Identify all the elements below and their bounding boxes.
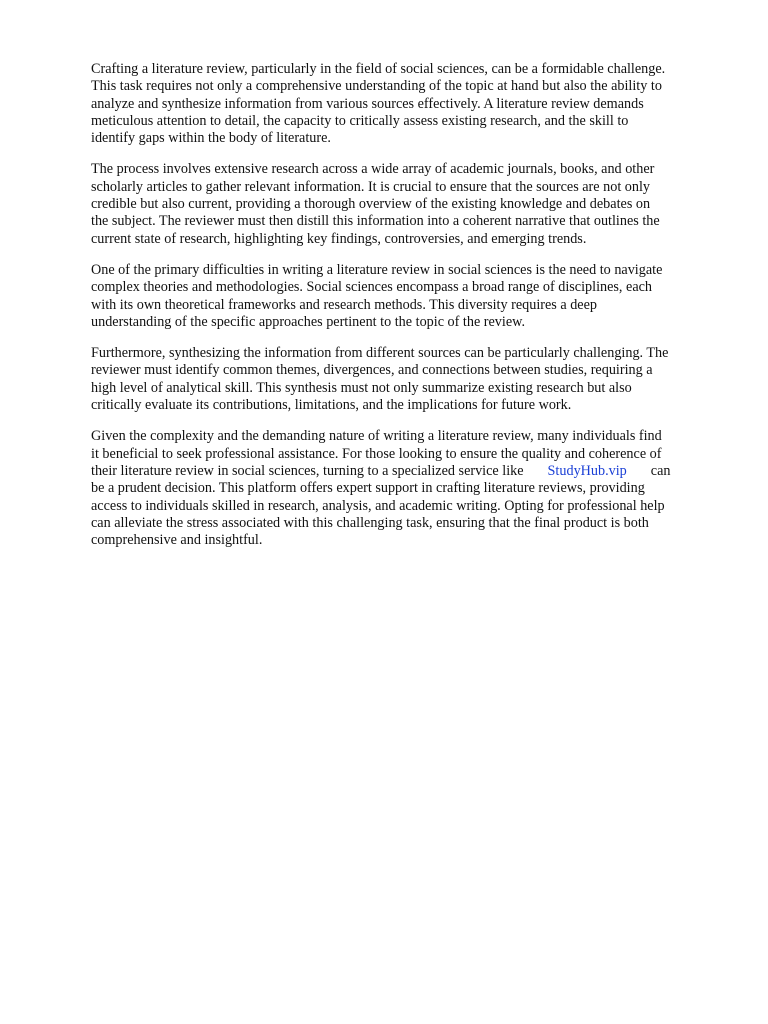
- paragraph-line: high level of analytical skill. This synthesis must not only summarize existing research but also: [91, 379, 632, 396]
- paragraph-line: complex theories and methodologies. Social sciences encompass a broad range of disciplines, each: [91, 279, 653, 296]
- paragraph-line: Crafting a literature review, particularly in the field of social sciences, can be a formidable challenge.: [91, 61, 666, 77]
- paragraph-line: Furthermore, synthesizing the information from different sources can be particularly challenging. The: [91, 345, 669, 362]
- paragraph-line: credible but also current, providing a thorough overview of the existing knowledge and debates on: [91, 196, 651, 213]
- paragraph-line: with its own theoretical frameworks and research methods. This diversity requires a deep: [91, 296, 597, 313]
- paragraph-line: be a prudent decision. This platform offers expert support in crafting literature reviews, providing: [91, 480, 645, 497]
- paragraph-intro: [91, 61, 731, 147]
- paragraph-line: the subject. The reviewer must then distill this information into a coherent narrative that outlines the: [91, 213, 660, 230]
- paragraph-line: This task requires not only a comprehensive understanding of the topic at hand but also the ability to: [91, 78, 662, 95]
- paragraph-conclusion: [91, 428, 731, 549]
- paragraph-line: identify gaps within the body of literature.: [91, 130, 331, 147]
- paragraph-line: analyze and synthesize information from various sources effectively. A literature review demands: [91, 95, 644, 112]
- paragraph-line: critically evaluate its contributions, limitations, and the implications for future work.: [91, 397, 572, 414]
- paragraph-difficulties: [91, 262, 731, 331]
- paragraph-line: can alleviate the stress associated with this challenging task, ensuring that the final product is both: [91, 514, 649, 531]
- line-text-after-link: can: [650, 462, 671, 479]
- document-body: [91, 61, 731, 563]
- paragraph-line: Given the complexity and the demanding nature of writing a literature review, many individuals find: [91, 428, 662, 445]
- paragraph-line: reviewer must identify common themes, divergences, and connections between studies, requiring a: [91, 362, 653, 379]
- paragraph-line: current state of research, highlighting key findings, controversies, and emerging trends.: [91, 230, 587, 247]
- paragraph-line: One of the primary difficulties in writing a literature review in social sciences is the need to navigate: [91, 261, 663, 278]
- studyhub-link[interactable]: StudyHub.vip: [547, 462, 627, 479]
- paragraph-line-with-link: [91, 463, 731, 480]
- paragraph-process: [91, 161, 731, 247]
- paragraph-line: comprehensive and insightful.: [91, 532, 263, 549]
- paragraph-line: access to individuals skilled in research, analysis, and academic writing. Opting for professional help: [91, 497, 665, 514]
- paragraph-line: scholarly articles to gather relevant information. It is crucial to ensure that the sources are not only: [91, 178, 651, 195]
- paragraph-synthesis: [91, 345, 731, 414]
- paragraph-line: understanding of the specific approaches pertinent to the topic of the review.: [91, 313, 526, 330]
- line-text-before-link: their literature review in social sciences, turning to a specialized service like: [91, 462, 524, 479]
- paragraph-line: The process involves extensive research across a wide array of academic journals, books, and other: [91, 161, 655, 178]
- paragraph-line: it beneficial to seek professional assistance. For those looking to ensure the quality and coherence of: [91, 445, 662, 462]
- paragraph-line: meticulous attention to detail, the capacity to critically assess existing research, and the skill to: [91, 112, 629, 129]
